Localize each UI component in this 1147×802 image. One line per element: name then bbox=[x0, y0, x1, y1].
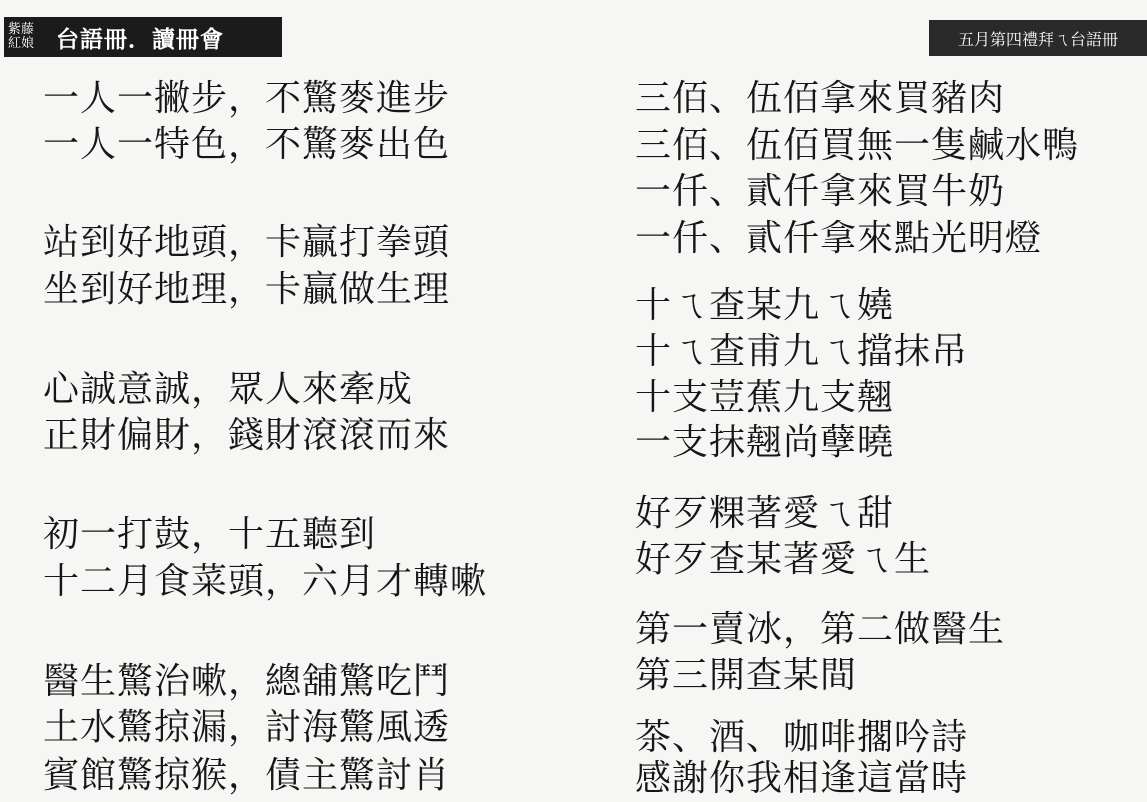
page-title: 台語冊．讀冊會 bbox=[56, 26, 224, 53]
left-line-3: 站到好地頭，卡贏打拳頭 bbox=[43, 222, 451, 263]
right-line-8: 一支抹翹尚孽曉 bbox=[635, 422, 895, 463]
right-line-9: 好歹粿著愛ㄟ甜 bbox=[635, 493, 895, 534]
left-line-2: 一人一特色，不驚麥出色 bbox=[43, 124, 451, 165]
left-line-7: 初一打鼓，十五聽到 bbox=[43, 514, 377, 555]
right-line-1: 三佰、伍佰拿來買豬肉 bbox=[635, 78, 1006, 119]
right-line-14: 感謝你我相逢這當時 bbox=[635, 758, 969, 799]
left-line-5: 心誠意誠，眾人來牽成 bbox=[43, 369, 414, 410]
right-line-12: 第三開查某間 bbox=[635, 655, 858, 696]
left-line-4: 坐到好地理，卡贏做生理 bbox=[43, 269, 451, 310]
brand-mark bbox=[4, 23, 56, 51]
left-line-11: 賓館驚掠猴，債主驚討肖 bbox=[43, 755, 451, 796]
right-line-2: 三佰、伍佰買無一隻鹹水鴨 bbox=[635, 125, 1080, 166]
brand-line-1: 紫藤 bbox=[8, 22, 35, 37]
left-line-1: 一人一撇步，不驚麥進步 bbox=[43, 78, 451, 119]
right-line-7: 十支荳蕉九支翹 bbox=[635, 377, 895, 418]
right-line-3: 一仟、貳仟拿來買牛奶 bbox=[635, 171, 1006, 212]
left-line-10: 土水驚掠漏，討海驚風透 bbox=[43, 707, 451, 748]
right-line-5: 十ㄟ查某九ㄟ嬈 bbox=[635, 285, 895, 326]
right-line-10: 好歹查某著愛ㄟ生 bbox=[635, 539, 932, 580]
issue-banner: 五月第四禮拜ㄟ台語冊 bbox=[929, 20, 1147, 56]
right-line-6: 十ㄟ查甫九ㄟ擋抹吊 bbox=[635, 331, 969, 372]
right-line-11: 第一賣冰，第二做醫生 bbox=[635, 609, 1006, 650]
left-line-8: 十二月食菜頭，六月才轉嗽 bbox=[43, 561, 488, 602]
left-line-9: 醫生驚治嗽，總舖驚吃鬥 bbox=[43, 661, 451, 702]
right-line-4: 一仟、貳仟拿來點光明燈 bbox=[635, 218, 1043, 259]
left-line-6: 正財偏財，錢財滾滾而來 bbox=[43, 415, 451, 456]
header-banner bbox=[4, 17, 282, 57]
right-line-13: 茶、酒、咖啡擱吟詩 bbox=[635, 717, 969, 758]
brand-line-2: 紅娘 bbox=[8, 36, 35, 51]
